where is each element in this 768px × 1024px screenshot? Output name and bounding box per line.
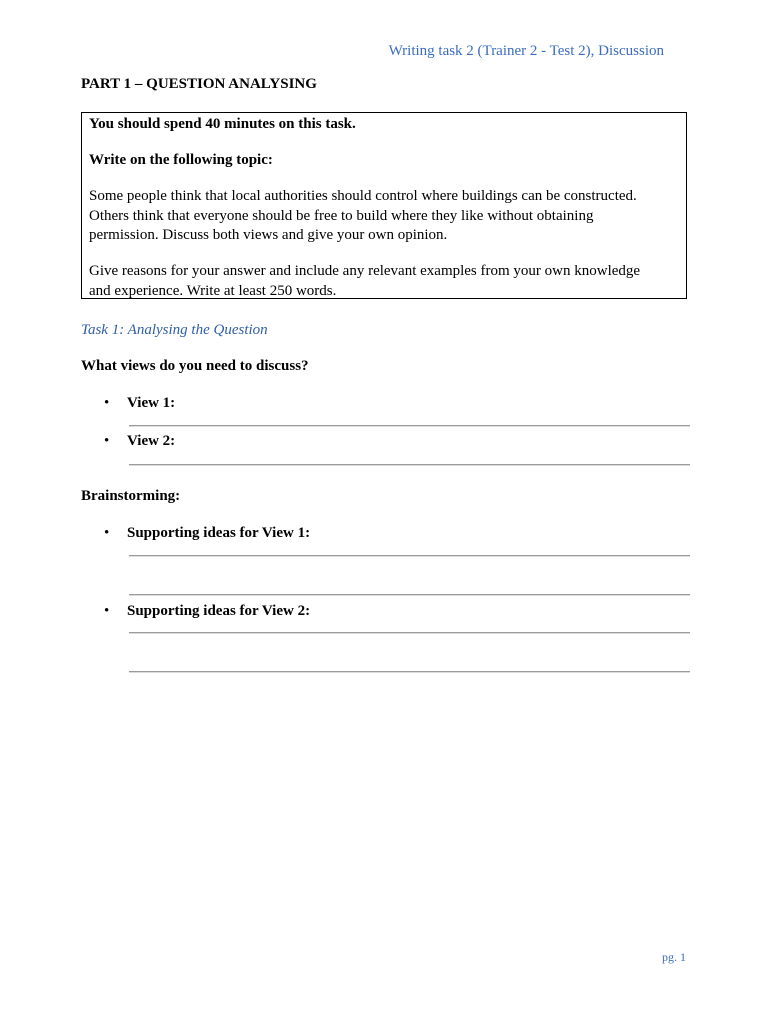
answer-instruction-line: Give reasons for your answer and include any relevant examples from your own knowledge: [89, 263, 641, 279]
supporting-ideas-view-2-line-2[interactable]: [129, 671, 690, 673]
bullet-icon: •: [104, 603, 110, 619]
supporting-ideas-view-1-line-1[interactable]: [129, 555, 690, 557]
views-question: What views do you need to discuss?: [81, 358, 309, 374]
topic-prompt-line: permission. Discuss both views and give your own opinion.: [89, 227, 448, 243]
topic-prompt-line: Others think that everyone should be free to build where they like without obtaining: [89, 207, 594, 224]
bullet-icon: •: [104, 395, 110, 411]
page-number: pg. 1: [662, 950, 686, 964]
answer-instructions: [89, 262, 679, 301]
view-2-label: View 2:: [127, 433, 176, 449]
view-1-item: [104, 395, 175, 412]
task-instruction-box: [81, 112, 687, 299]
task1-label: Task 1: Analysing the Question: [81, 322, 268, 338]
supporting-ideas-view-2-item: [104, 603, 310, 620]
topic-heading: Write on the following topic:: [89, 152, 273, 168]
view-1-label: View 1:: [127, 395, 176, 411]
supporting-ideas-view-2-line-1[interactable]: [129, 632, 690, 634]
supporting-ideas-view-1-item: [104, 525, 310, 542]
supporting-ideas-view-1-label: Supporting ideas for View 1:: [127, 525, 311, 541]
view-2-answer-line[interactable]: [129, 464, 690, 466]
supporting-ideas-view-1-line-2[interactable]: [129, 594, 690, 596]
time-instruction: You should spend 40 minutes on this task.: [89, 116, 356, 132]
part-heading: PART 1 – QUESTION ANALYSING: [81, 76, 317, 92]
supporting-ideas-view-2-label: Supporting ideas for View 2:: [127, 603, 311, 619]
answer-instruction-line: and experience. Write at least 250 words.: [89, 282, 337, 299]
view-1-answer-line[interactable]: [129, 425, 690, 427]
view-2-item: [104, 433, 175, 450]
bullet-icon: •: [104, 525, 110, 541]
brainstorming-heading: Brainstorming:: [81, 488, 181, 504]
document-header-title: Writing task 2 (Trainer 2 - Test 2), Discussion: [388, 43, 664, 59]
bullet-icon: •: [104, 433, 110, 449]
topic-prompt: [89, 187, 679, 246]
topic-prompt-line: Some people think that local authorities should control where buildings can be constructed.: [89, 188, 637, 204]
